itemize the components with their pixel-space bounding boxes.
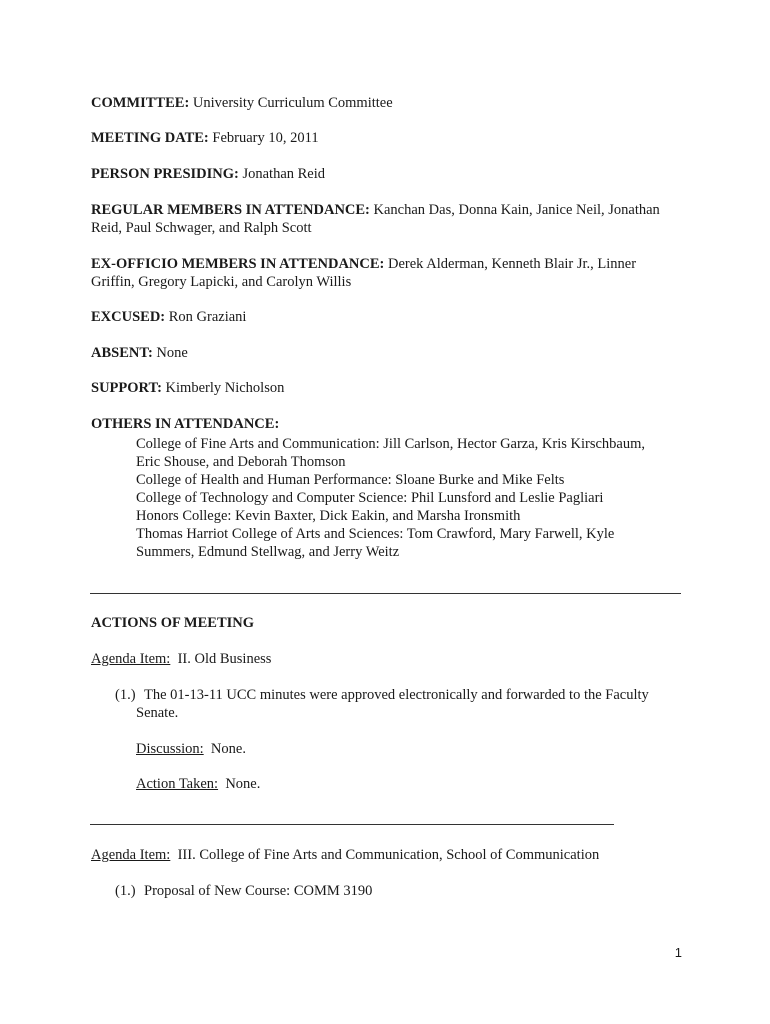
agenda-item-label: Agenda Item: <box>91 651 171 667</box>
agenda-item-fine-arts <box>91 846 686 864</box>
presiding-label: PERSON PRESIDING: <box>91 166 239 182</box>
meeting-date-value: February 10, 2011 <box>212 130 319 146</box>
agenda-item-title: II. Old Business <box>177 651 272 667</box>
item-text: Proposal of New Course: COMM 3190 <box>144 883 373 899</box>
regular-members-value-2: Reid, Paul Schwager, and Ralph Scott <box>91 220 312 236</box>
absent-value: None <box>156 345 188 361</box>
others-line: Thomas Harriot College of Arts and Sciences: Tom Crawford, Mary Farwell, Kyle <box>136 526 615 542</box>
others-line: Summers, Edmund Stellwag, and Jerry Weitz <box>136 544 400 560</box>
excused-value: Ron Graziani <box>168 309 247 325</box>
actions-heading: ACTIONS OF MEETING <box>91 615 255 631</box>
page-number: 1 <box>674 945 682 960</box>
exofficio-members-label: EX-OFFICIO MEMBERS IN ATTENDANCE: <box>91 256 385 272</box>
presiding-value: Jonathan Reid <box>242 166 326 182</box>
support-label: SUPPORT: <box>91 380 162 396</box>
agenda-item-label: Agenda Item: <box>91 847 171 863</box>
item-number: (1.) <box>115 883 136 899</box>
exofficio-members-value-2: Griffin, Gregory Lapicki, and Carolyn Willis <box>91 274 352 290</box>
item-number: (1.) <box>115 687 136 703</box>
item-text-line-2: Senate. <box>136 705 179 721</box>
item-divider <box>90 824 614 825</box>
others-line: Eric Shouse, and Deborah Thomson <box>136 454 346 470</box>
meeting-date-label: MEETING DATE: <box>91 130 209 146</box>
others-label: OTHERS IN ATTENDANCE: <box>91 416 280 432</box>
item-text-line-1: The 01-13-11 UCC minutes were approved electronically and forwarded to the Faculty <box>144 687 649 703</box>
committee-label: COMMITTEE: <box>91 95 190 111</box>
action-taken-value: None. <box>225 776 261 792</box>
discussion-label: Discussion: <box>136 741 204 757</box>
others-line: College of Fine Arts and Communication: Jill Carlson, Hector Garza, Kris Kirschbaum, <box>136 436 646 452</box>
action-taken-field <box>136 775 260 793</box>
discussion-value: None. <box>210 741 246 757</box>
support-value: Kimberly Nicholson <box>165 380 285 396</box>
others-line: College of Health and Human Performance: Sloane Burke and Mike Felts <box>136 472 565 488</box>
others-line: Honors College: Kevin Baxter, Dick Eakin, and Marsha Ironsmith <box>136 508 521 524</box>
exofficio-members-field <box>91 255 686 291</box>
regular-members-label: REGULAR MEMBERS IN ATTENDANCE: <box>91 202 370 218</box>
agenda-item-title: III. College of Fine Arts and Communication, School of Communication <box>177 847 600 863</box>
action-taken-label: Action Taken: <box>136 776 219 792</box>
committee-value: University Curriculum Committee <box>192 95 393 111</box>
committee-field <box>91 94 686 112</box>
absent-field <box>91 344 686 362</box>
exofficio-members-value-1: Derek Alderman, Kenneth Blair Jr., Linner <box>388 256 637 272</box>
discussion-field <box>136 740 246 758</box>
section-divider <box>90 593 681 594</box>
others-line: College of Technology and Computer Science: Phil Lunsford and Leslie Pagliari <box>136 490 604 506</box>
support-field <box>91 379 686 397</box>
regular-members-value-1: Kanchan Das, Donna Kain, Janice Neil, Jonathan <box>373 202 660 218</box>
regular-members-field <box>91 201 686 237</box>
excused-label: EXCUSED: <box>91 309 166 325</box>
absent-label: ABSENT: <box>91 345 153 361</box>
item-text <box>144 686 689 704</box>
meeting-date-field <box>91 129 686 147</box>
presiding-field <box>91 165 686 183</box>
others-field <box>91 415 686 433</box>
excused-field <box>91 308 686 326</box>
others-list <box>136 435 686 561</box>
agenda-item-old-business <box>91 650 686 668</box>
